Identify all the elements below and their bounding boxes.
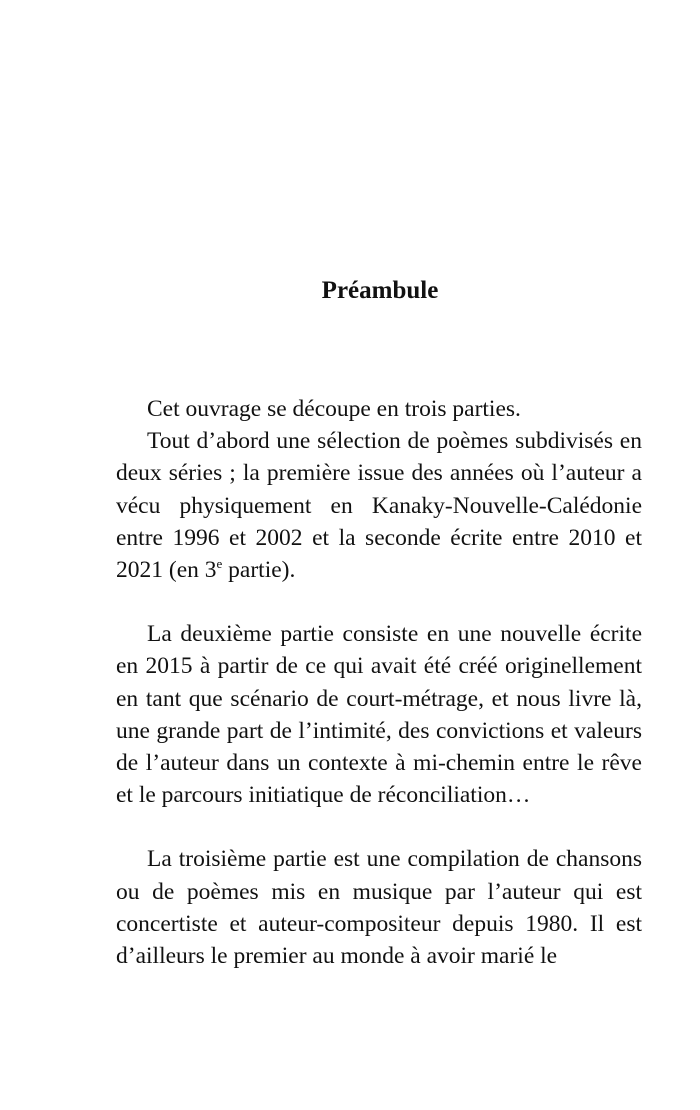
page-title: Préambule [321,276,439,304]
paragraph-3: La deuxième partie consiste en une nouvelle écrite en 2015 à partir de ce qui avait été créé originellement en tant que scénario de court-métrage, et nous livre là, une grande part de l’intimité, des convictions et valeurs de l’auteur dans un contexte à mi-chemin entre le rêve et le parcours initiatique de réconciliation… [116,621,642,809]
paragraph-4: La troisième partie est une compilation de chansons ou de poèmes mis en musique par l’auteur qui est concertiste et auteur-compositeur depuis 1980. Il est d’ailleurs le premier au monde à avoir marié le [116,846,642,970]
paragraph-2-end: partie). [222,557,296,584]
paragraph-2-text: Tout d’abord une sélection de poèmes subdivisés en deux séries ; la première issue des années où l’auteur a vécu physiquement en Kanaky-Nouvelle-Calédonie entre 1996 et 2002 et la seconde écrite entre 2010 et 2021 (en 3 [116,428,642,584]
paragraph-1: Cet ouvrage se découpe en trois parties. [147,396,521,422]
body-text [116,393,642,972]
ordinal-suffix: e [216,556,223,572]
paragraph-2 [116,425,642,586]
